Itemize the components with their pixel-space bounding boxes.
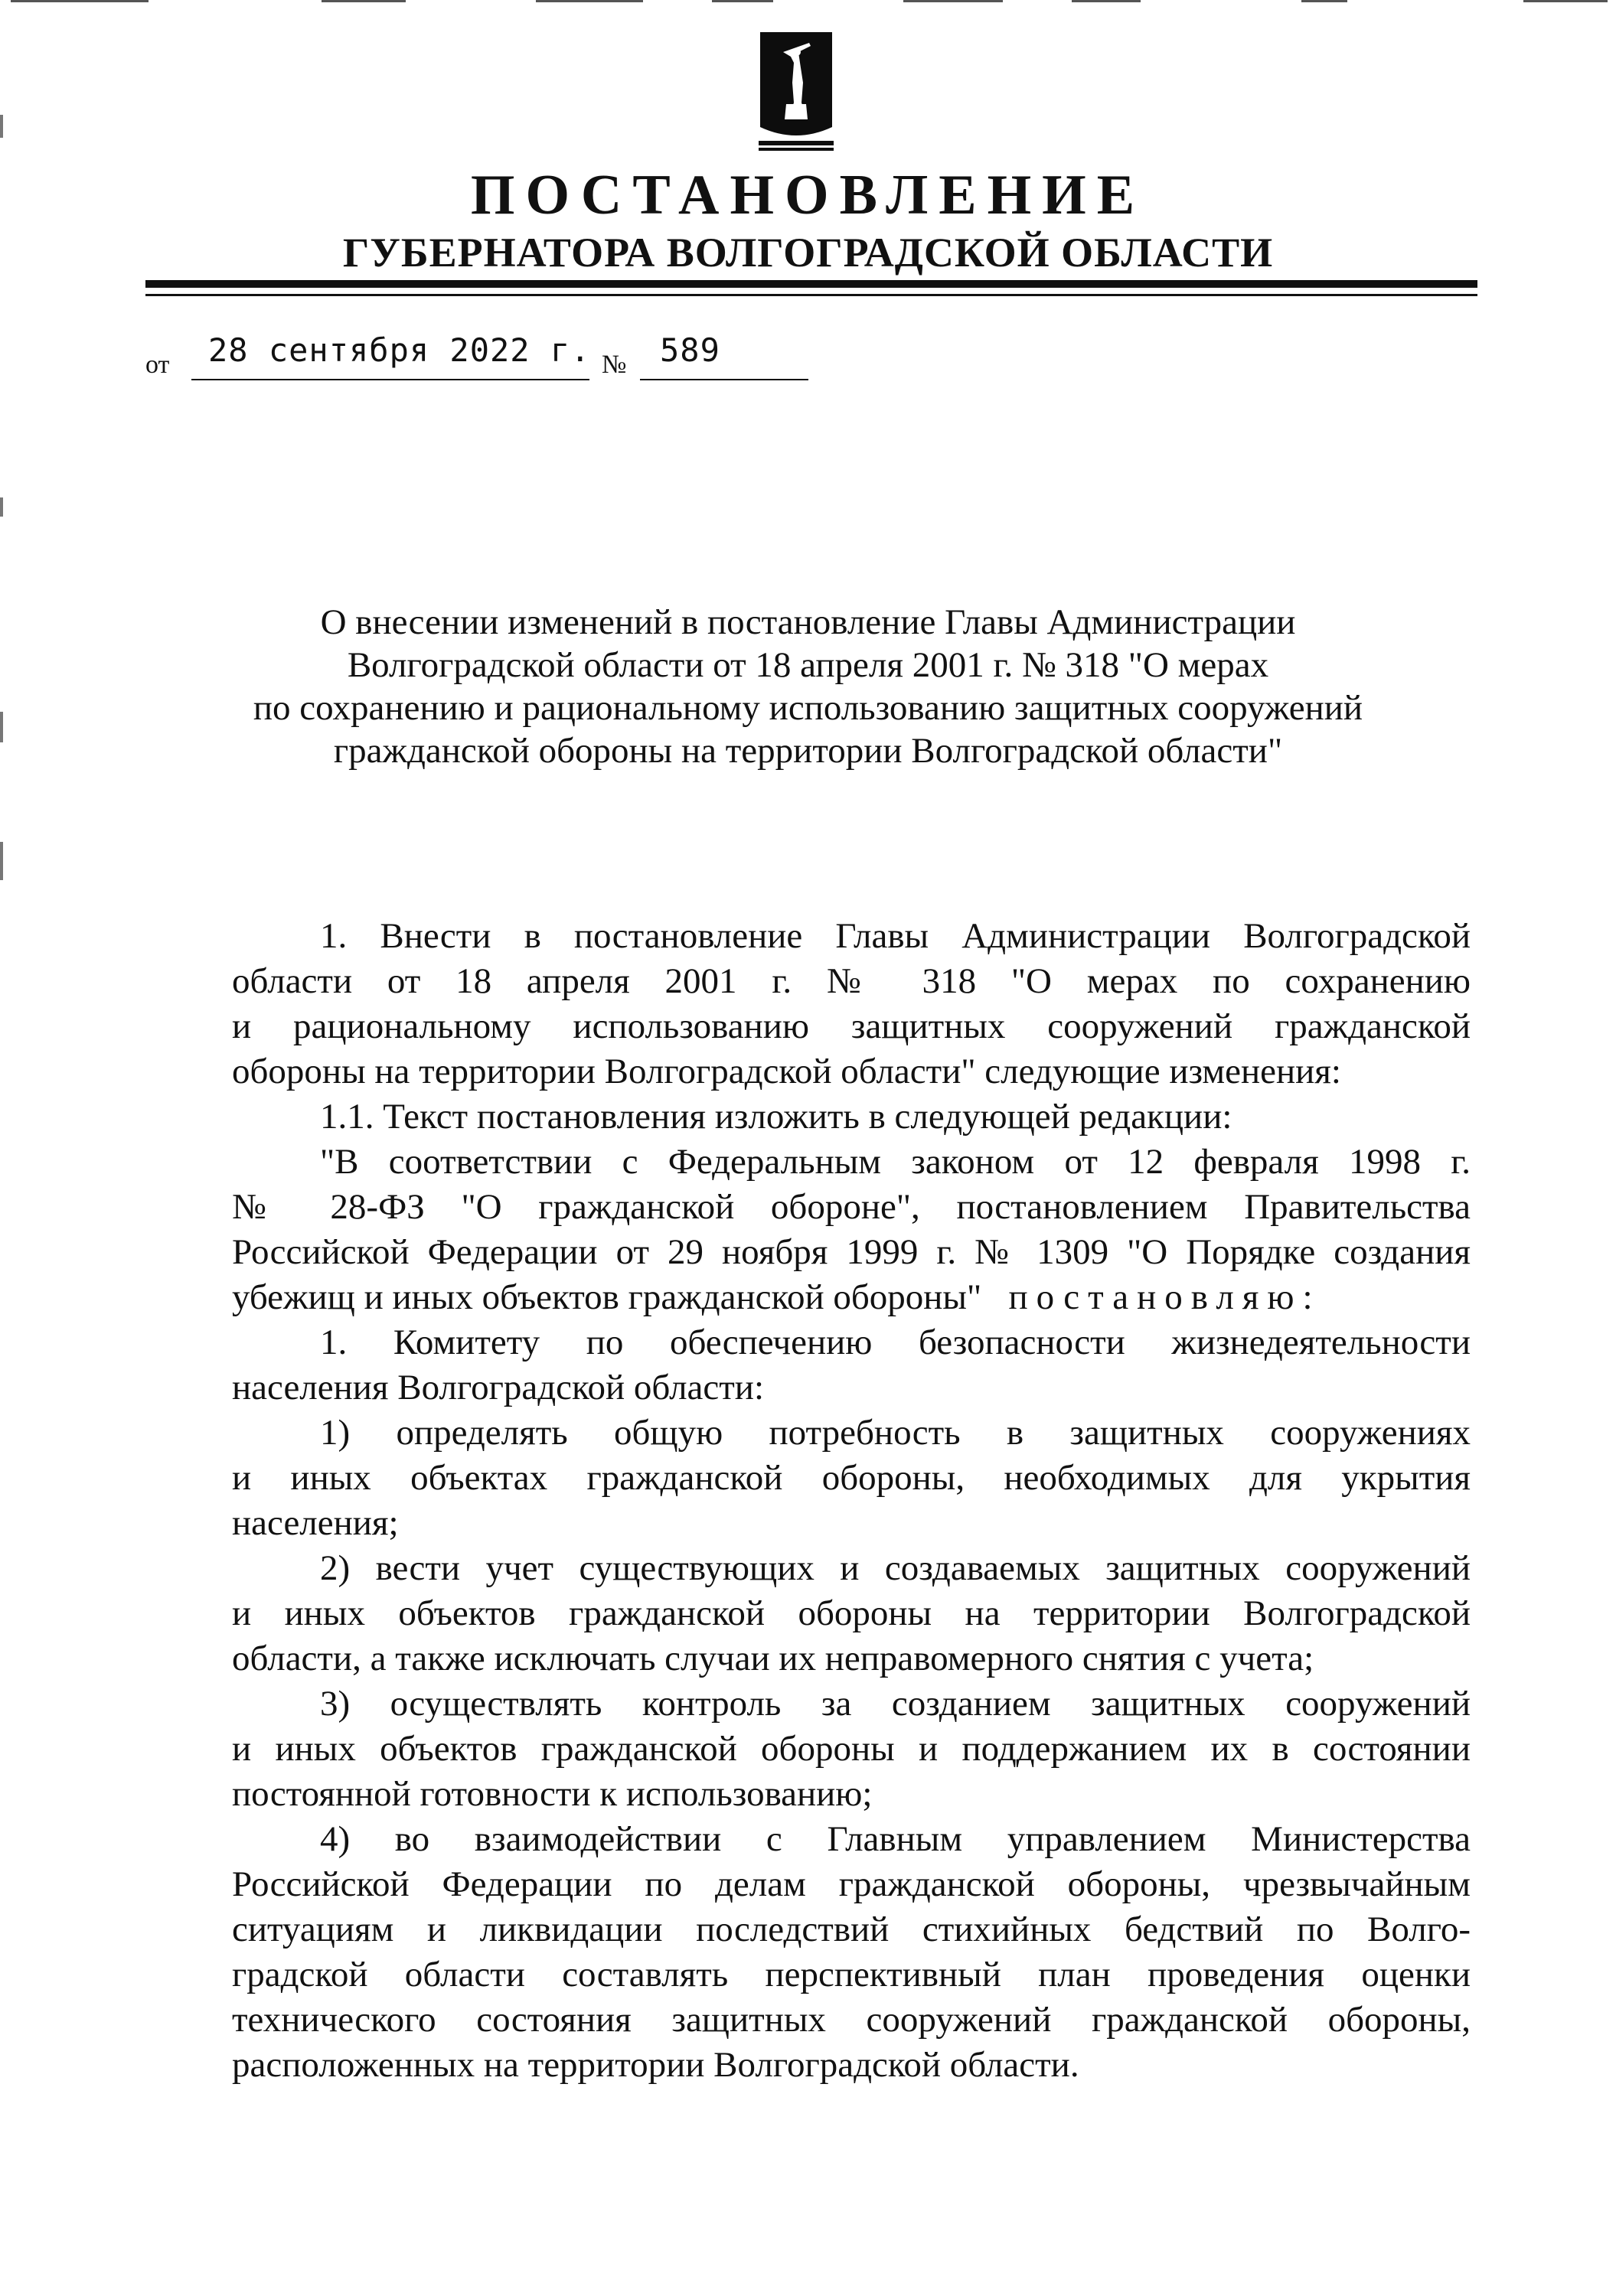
body-line: технического состояния защитных сооружений гражданской обороны, — [232, 2000, 1471, 2040]
date-underline — [191, 379, 589, 380]
body-line: "В соответствии с Федеральным законом от 12 февраля 1998 г. — [320, 1142, 1471, 1182]
heading-line: Волгоградской области от 18 апреля 2001 г. № 318 "О мерах — [347, 645, 1269, 685]
heading-line: О внесении изменений в постановление Главы Администрации — [320, 602, 1296, 642]
body-line: и иных объектов гражданской обороны на территории Волгоградской — [232, 1593, 1471, 1633]
document-body — [232, 914, 1471, 2088]
decree-keyword: постановляю: — [1008, 1277, 1321, 1317]
date-number-row — [0, 325, 1616, 386]
body-line: населения Волгоградской области: — [232, 1368, 765, 1407]
body-line — [232, 1275, 1471, 1320]
body-line: 1. Комитету по обеспечению безопасности жизнедеятельности — [320, 1322, 1471, 1362]
document-date: 28 сентября 2022 г. — [208, 331, 591, 369]
body-line: области, а также исключать случаи их неправомерного снятия с учета; — [232, 1639, 1314, 1678]
body-line: Российской Федерации от 29 ноября 1999 г. № 1309 "О Порядке создания — [232, 1232, 1471, 1272]
body-line: 4) во взаимодействии с Главным управлением Министерства — [320, 1819, 1471, 1859]
body-line: 1) определять общую потребность в защитных сооружениях — [320, 1413, 1471, 1453]
heading-line: по сохранению и рациональному использованию защитных сооружений — [253, 688, 1363, 728]
header-rule-thin — [145, 294, 1477, 296]
document-title: ПОСТАНОВЛЕНИЕ — [470, 164, 1146, 227]
body-line: населения; — [232, 1503, 399, 1543]
body-line: 1.1. Текст постановления изложить в следующей редакции: — [320, 1097, 1232, 1137]
document-number: 589 — [660, 331, 720, 369]
body-line: расположенных на территории Волгоградской области. — [232, 2045, 1079, 2085]
body-text: убежищ и иных объектов гражданской обороны" — [232, 1277, 982, 1317]
number-underline — [640, 379, 808, 380]
document-heading — [115, 601, 1501, 772]
body-line: Российской Федерации по делам гражданской обороны, чрезвычайным — [232, 1864, 1471, 1904]
scan-edge-marks — [0, 0, 1616, 5]
body-line: постоянной готовности к использованию; — [232, 1774, 873, 1814]
body-line: 3) осуществлять контроль за созданием защитных сооружений — [320, 1684, 1471, 1724]
body-line: № 28-ФЗ "О гражданской обороне", постановлением Правительства — [232, 1187, 1471, 1227]
body-line: обороны на территории Волгоградской области" следующие изменения: — [232, 1052, 1341, 1091]
body-line: и иных объектов гражданской обороны и поддержанием их в состоянии — [232, 1729, 1471, 1769]
body-line: 2) вести учет существующих и создаваемых защитных сооружений — [320, 1548, 1471, 1588]
body-line: и иных объектах гражданской обороны, необходимых для укрытия — [232, 1458, 1471, 1498]
document-issuer: ГУБЕРНАТОРА ВОЛГОГРАДСКОЙ ОБЛАСТИ — [342, 230, 1274, 276]
number-prefix: № — [602, 351, 627, 379]
body-line: области от 18 апреля 2001 г. № 318 "О мерах по сохранению — [232, 961, 1471, 1001]
body-line: градской области составлять перспективный план проведения оценки — [232, 1955, 1471, 1994]
header-rule-thick — [145, 280, 1477, 288]
body-line: и рациональному использованию защитных сооружений гражданской — [232, 1006, 1471, 1046]
date-prefix: от — [145, 351, 170, 379]
body-line: ситуациям и ликвидации последствий стихийных бедствий по Волго- — [232, 1910, 1471, 1949]
body-line: 1. Внести в постановление Главы Администрации Волгоградской — [320, 916, 1471, 956]
heading-line: гражданской обороны на территории Волгоградской области" — [333, 731, 1283, 771]
volgograd-emblem-icon — [756, 29, 837, 152]
